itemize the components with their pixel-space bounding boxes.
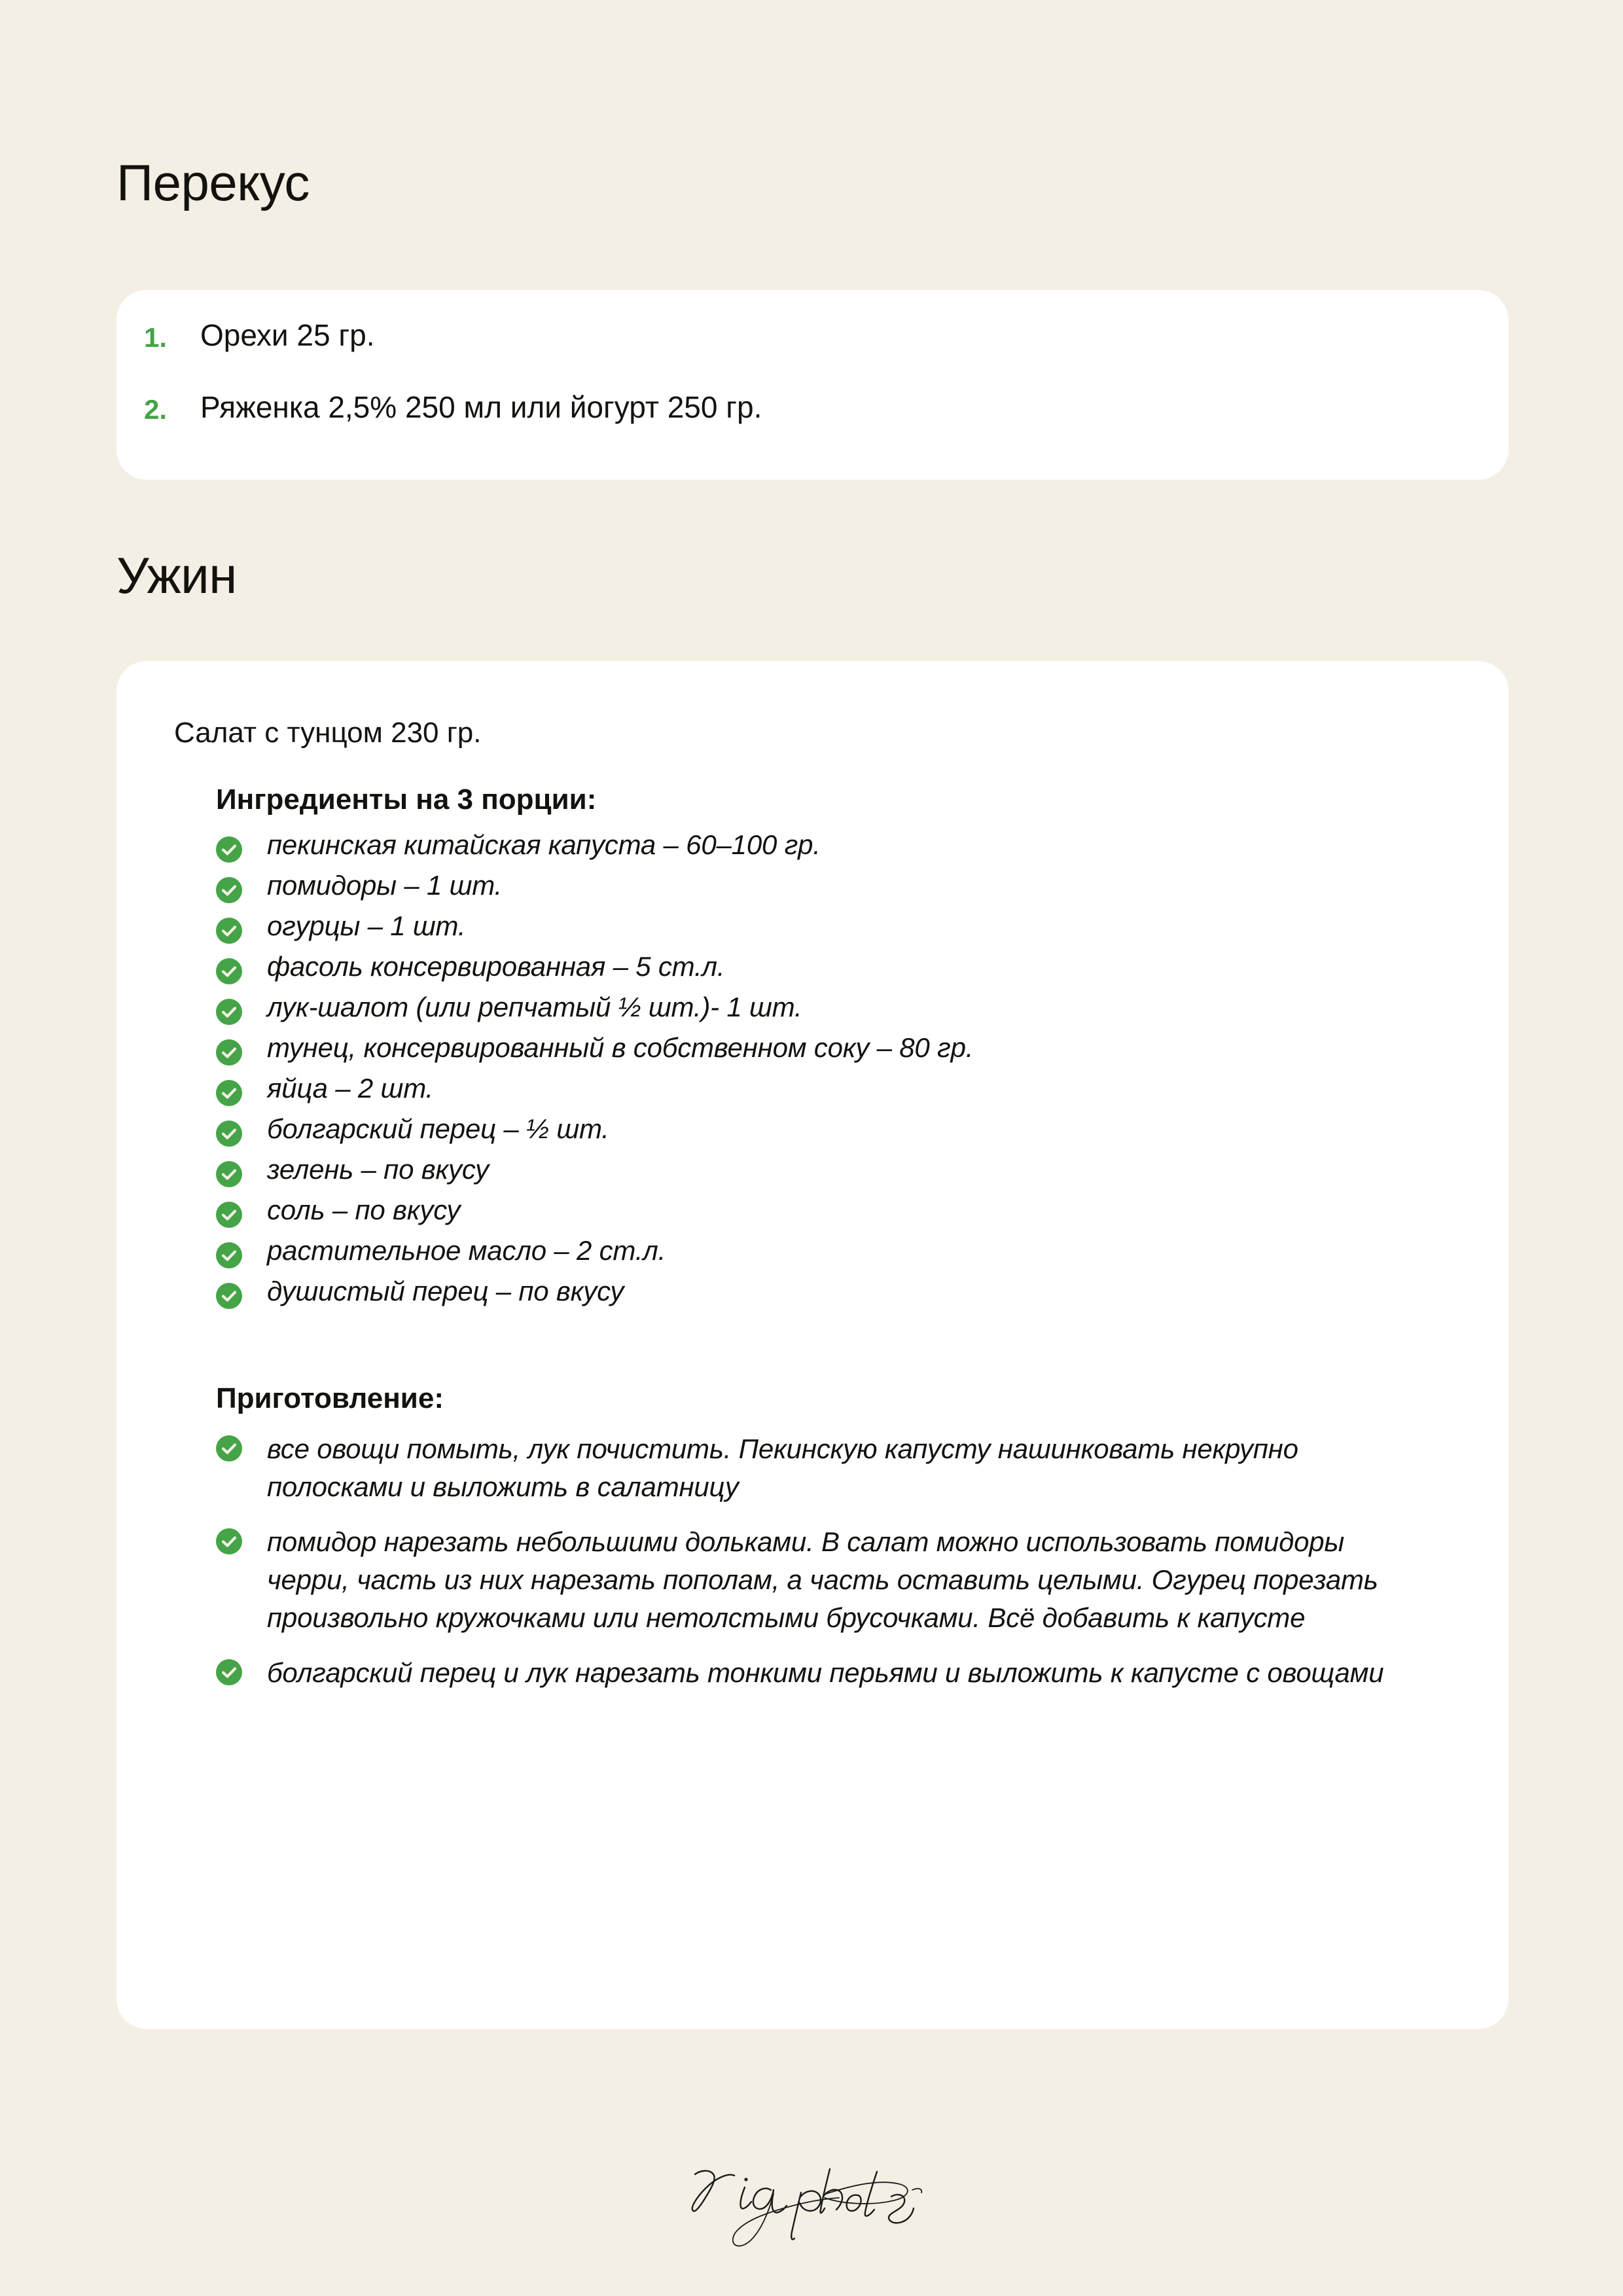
ingredient-label: растительное масло – 2 ст.л. [267, 1235, 666, 1266]
ingredient-label: лук-шалот (или репчатый ½ шт.)- 1 шт. [267, 992, 802, 1022]
list-item [144, 389, 1469, 461]
section-heading-snack: Перекус [116, 154, 310, 211]
step-label: помидор нарезать небольшими дольками. В салат можно использовать помидоры черри, часть из них нарезать пополам, а часть оставить целыми. Огурец порезать произвольно кружочками или нетолстыми брусочками. Всё добавить к капусте [267, 1526, 1378, 1633]
list-item [216, 912, 1463, 944]
ingredient-label: тунец, консервированный в собственном соку – 80 гр. [267, 1032, 974, 1063]
check-circle-icon [216, 1039, 242, 1066]
list-item [216, 1075, 1463, 1106]
ingredient-label: зелень – по вкусу [267, 1154, 489, 1185]
list-item [216, 1196, 1463, 1228]
check-circle-icon [216, 1435, 242, 1462]
list-item-number: 2. [144, 394, 168, 425]
list-item [216, 1278, 1463, 1309]
list-item [144, 317, 1469, 389]
list-item-label: Орехи 25 гр. [200, 318, 375, 352]
list-item [216, 1237, 1463, 1268]
list-item [216, 1430, 1463, 1506]
check-circle-icon [216, 1202, 242, 1228]
check-circle-icon [216, 1121, 242, 1147]
list-item [216, 831, 1463, 863]
ingredients-block [216, 785, 1463, 1318]
list-item [216, 994, 1463, 1025]
dinner-card [116, 661, 1508, 2029]
ingredient-label: яйца – 2 шт. [267, 1073, 434, 1103]
ingredient-label: соль – по вкусу [267, 1194, 461, 1225]
steps-heading: Приготовление: [216, 1382, 444, 1414]
recipe-title: Салат с тунцом 230 гр. [174, 717, 482, 749]
check-circle-icon [216, 1080, 242, 1106]
check-circle-icon [216, 877, 242, 903]
check-circle-icon [216, 958, 242, 984]
list-item [216, 872, 1463, 903]
ingredient-label: пекинская китайская капуста – 60–100 гр. [267, 829, 821, 860]
list-item [216, 1654, 1463, 1692]
check-circle-icon [216, 1283, 242, 1309]
list-item [216, 953, 1463, 984]
signature-watermark [661, 2147, 949, 2258]
check-circle-icon [216, 836, 242, 863]
step-label: все овощи помыть, лук почистить. Пекинскую капусту нашинковать некрупно полосками и выложить в салатницу [267, 1433, 1298, 1502]
ingredient-label: душистый перец – по вкусу [267, 1276, 624, 1306]
check-circle-icon [216, 1242, 242, 1268]
check-circle-icon [216, 999, 242, 1025]
check-circle-icon [216, 1659, 242, 1685]
check-circle-icon [216, 1161, 242, 1187]
ingredient-label: помидоры – 1 шт. [267, 870, 503, 901]
ingredients-heading: Ингредиенты на 3 порции: [216, 783, 597, 816]
snack-card [116, 290, 1508, 480]
ingredient-label: фасоль консервированная – 5 ст.л. [267, 951, 725, 982]
step-label: болгарский перец и лук нарезать тонкими перьями и выложить к капусте с овощами [267, 1657, 1384, 1688]
section-heading-dinner: Ужин [116, 547, 237, 604]
check-circle-icon [216, 918, 242, 944]
snack-list [144, 317, 1469, 461]
ingredient-label: болгарский перец – ½ шт. [267, 1113, 609, 1144]
ingredient-label: огурцы – 1 шт. [267, 910, 466, 941]
steps-block [216, 1384, 1463, 1709]
list-item [216, 1115, 1463, 1147]
list-item [216, 1034, 1463, 1066]
list-item [216, 1156, 1463, 1187]
steps-list [216, 1430, 1463, 1692]
check-circle-icon [216, 1528, 242, 1554]
list-item-number: 1. [144, 322, 168, 353]
list-item [216, 1523, 1463, 1637]
list-item-label: Ряженка 2,5% 250 мл или йогурт 250 гр. [200, 390, 762, 424]
ingredients-list [216, 831, 1463, 1309]
